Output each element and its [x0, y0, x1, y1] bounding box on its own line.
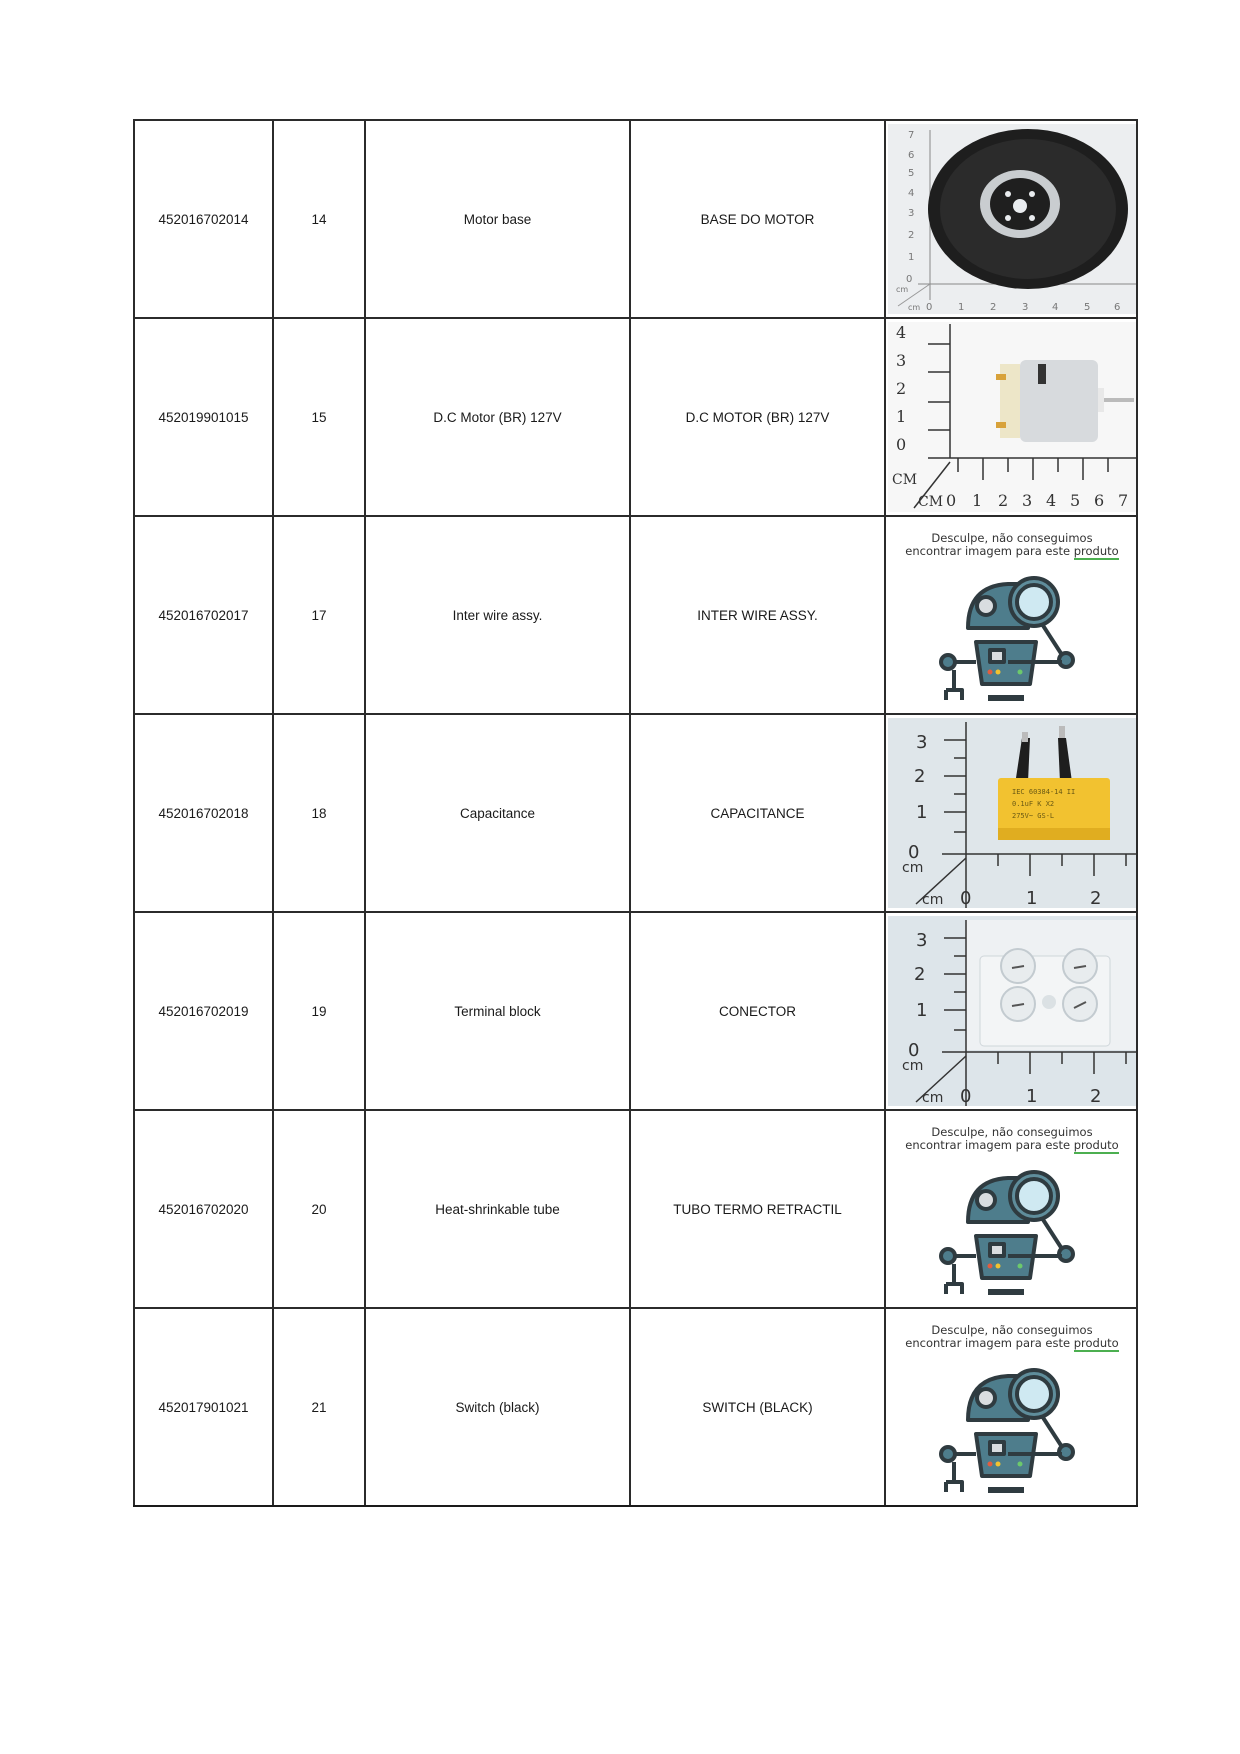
part-description-pt: CONECTOR — [630, 912, 885, 1110]
svg-text:7: 7 — [908, 130, 915, 141]
part-description-en: D.C Motor (BR) 127V — [365, 318, 630, 516]
part-description-pt: D.C MOTOR (BR) 127V — [630, 318, 885, 516]
table-row — [134, 1308, 1137, 1506]
terminal-block-photo — [888, 916, 1136, 1106]
svg-text:cm: cm — [902, 860, 924, 876]
svg-text:0.1uF K X2: 0.1uF K X2 — [1012, 800, 1055, 808]
svg-text:275V~ GS-L: 275V~ GS-L — [1012, 812, 1055, 820]
svg-text:6: 6 — [1094, 491, 1105, 510]
table-row — [134, 1110, 1137, 1308]
robot-magnifier-icon — [938, 1358, 1078, 1498]
no-image-message: Desculpe, não conseguimos encontrar imagem para este produto — [905, 1125, 1119, 1152]
part-code: 452017901021 — [134, 1308, 273, 1506]
svg-text:2: 2 — [1090, 1086, 1102, 1106]
part-description-en: Motor base — [365, 120, 630, 318]
part-code: 452016702018 — [134, 714, 273, 912]
robot-magnifier-icon — [938, 1160, 1078, 1300]
svg-text:1: 1 — [972, 491, 983, 510]
part-image-cell — [885, 1110, 1137, 1308]
table-row — [134, 120, 1137, 318]
svg-text:cm: cm — [902, 1058, 924, 1074]
svg-text:0: 0 — [946, 491, 957, 510]
svg-text:0: 0 — [926, 302, 933, 313]
svg-text:0: 0 — [906, 274, 913, 285]
part-image-cell — [885, 120, 1137, 318]
svg-text:3: 3 — [916, 930, 928, 951]
no-image-placeholder — [888, 1114, 1136, 1304]
svg-text:1: 1 — [916, 1000, 928, 1021]
svg-text:IEC 60384-14 II: IEC 60384-14 II — [1012, 788, 1076, 796]
part-position: 19 — [273, 912, 365, 1110]
svg-text:2: 2 — [990, 302, 997, 313]
svg-text:1: 1 — [908, 252, 915, 263]
svg-text:2: 2 — [908, 230, 915, 241]
svg-text:5: 5 — [1084, 302, 1091, 313]
part-image-cell — [885, 318, 1137, 516]
svg-text:0: 0 — [960, 888, 972, 908]
svg-text:cm: cm — [922, 892, 944, 908]
part-image-cell — [885, 516, 1137, 714]
svg-text:0: 0 — [908, 842, 920, 863]
part-description-en: Switch (black) — [365, 1308, 630, 1506]
part-code: 452016702014 — [134, 120, 273, 318]
robot-magnifier-icon — [938, 566, 1078, 706]
part-description-en: Inter wire assy. — [365, 516, 630, 714]
part-code: 452019901015 — [134, 318, 273, 516]
part-image-cell — [885, 1308, 1137, 1506]
svg-text:0: 0 — [960, 1086, 972, 1106]
svg-text:3: 3 — [896, 351, 907, 370]
svg-text:cm: cm — [896, 285, 909, 294]
no-image-placeholder — [888, 520, 1136, 710]
svg-text:CM: CM — [892, 472, 918, 488]
table-row — [134, 714, 1137, 912]
part-position: 15 — [273, 318, 365, 516]
svg-text:4: 4 — [908, 188, 915, 199]
part-description-en: Terminal block — [365, 912, 630, 1110]
table-row — [134, 516, 1137, 714]
svg-text:CM: CM — [918, 494, 944, 510]
svg-text:3: 3 — [916, 732, 928, 753]
svg-text:7: 7 — [1118, 491, 1129, 510]
svg-text:5: 5 — [1070, 491, 1081, 510]
table-row — [134, 318, 1137, 516]
no-image-message: Desculpe, não conseguimos encontrar imagem para este produto — [905, 531, 1119, 558]
no-image-message: Desculpe, não conseguimos encontrar imagem para este produto — [905, 1323, 1119, 1350]
motor-base-photo — [888, 124, 1136, 314]
svg-text:6: 6 — [1114, 302, 1121, 313]
svg-text:2: 2 — [998, 491, 1009, 510]
svg-text:3: 3 — [1022, 302, 1029, 313]
part-position: 18 — [273, 714, 365, 912]
svg-text:0: 0 — [908, 1040, 920, 1061]
part-description-pt: BASE DO MOTOR — [630, 120, 885, 318]
parts-table — [133, 119, 1138, 1507]
svg-text:cm: cm — [908, 303, 921, 312]
part-position: 14 — [273, 120, 365, 318]
part-image-cell — [885, 714, 1137, 912]
part-position: 21 — [273, 1308, 365, 1506]
svg-text:4: 4 — [1046, 491, 1057, 510]
svg-text:5: 5 — [908, 168, 915, 179]
part-description-pt: SWITCH (BLACK) — [630, 1308, 885, 1506]
svg-text:1: 1 — [1026, 1086, 1038, 1106]
part-code: 452016702020 — [134, 1110, 273, 1308]
svg-text:3: 3 — [1022, 491, 1033, 510]
svg-text:cm: cm — [922, 1090, 944, 1106]
part-description-pt: TUBO TERMO RETRACTIL — [630, 1110, 885, 1308]
svg-text:0: 0 — [896, 435, 907, 454]
part-position: 17 — [273, 516, 365, 714]
svg-text:2: 2 — [896, 379, 907, 398]
capacitor-photo — [888, 718, 1136, 908]
part-image-cell — [885, 912, 1137, 1110]
svg-text:1: 1 — [916, 802, 928, 823]
svg-text:2: 2 — [914, 766, 926, 787]
part-description-en: Heat-shrinkable tube — [365, 1110, 630, 1308]
part-position: 20 — [273, 1110, 365, 1308]
svg-text:6: 6 — [908, 150, 915, 161]
svg-text:3: 3 — [908, 208, 915, 219]
svg-text:2: 2 — [1090, 888, 1102, 908]
part-code: 452016702017 — [134, 516, 273, 714]
svg-text:1: 1 — [1026, 888, 1038, 908]
part-description-pt: INTER WIRE ASSY. — [630, 516, 885, 714]
svg-text:1: 1 — [896, 407, 907, 426]
svg-text:1: 1 — [958, 302, 965, 313]
dc-motor-photo — [888, 322, 1136, 512]
svg-text:4: 4 — [1052, 302, 1059, 313]
svg-text:4: 4 — [896, 323, 907, 342]
table-row — [134, 912, 1137, 1110]
svg-text:2: 2 — [914, 964, 926, 985]
part-code: 452016702019 — [134, 912, 273, 1110]
part-description-en: Capacitance — [365, 714, 630, 912]
no-image-placeholder — [888, 1312, 1136, 1502]
part-description-pt: CAPACITANCE — [630, 714, 885, 912]
